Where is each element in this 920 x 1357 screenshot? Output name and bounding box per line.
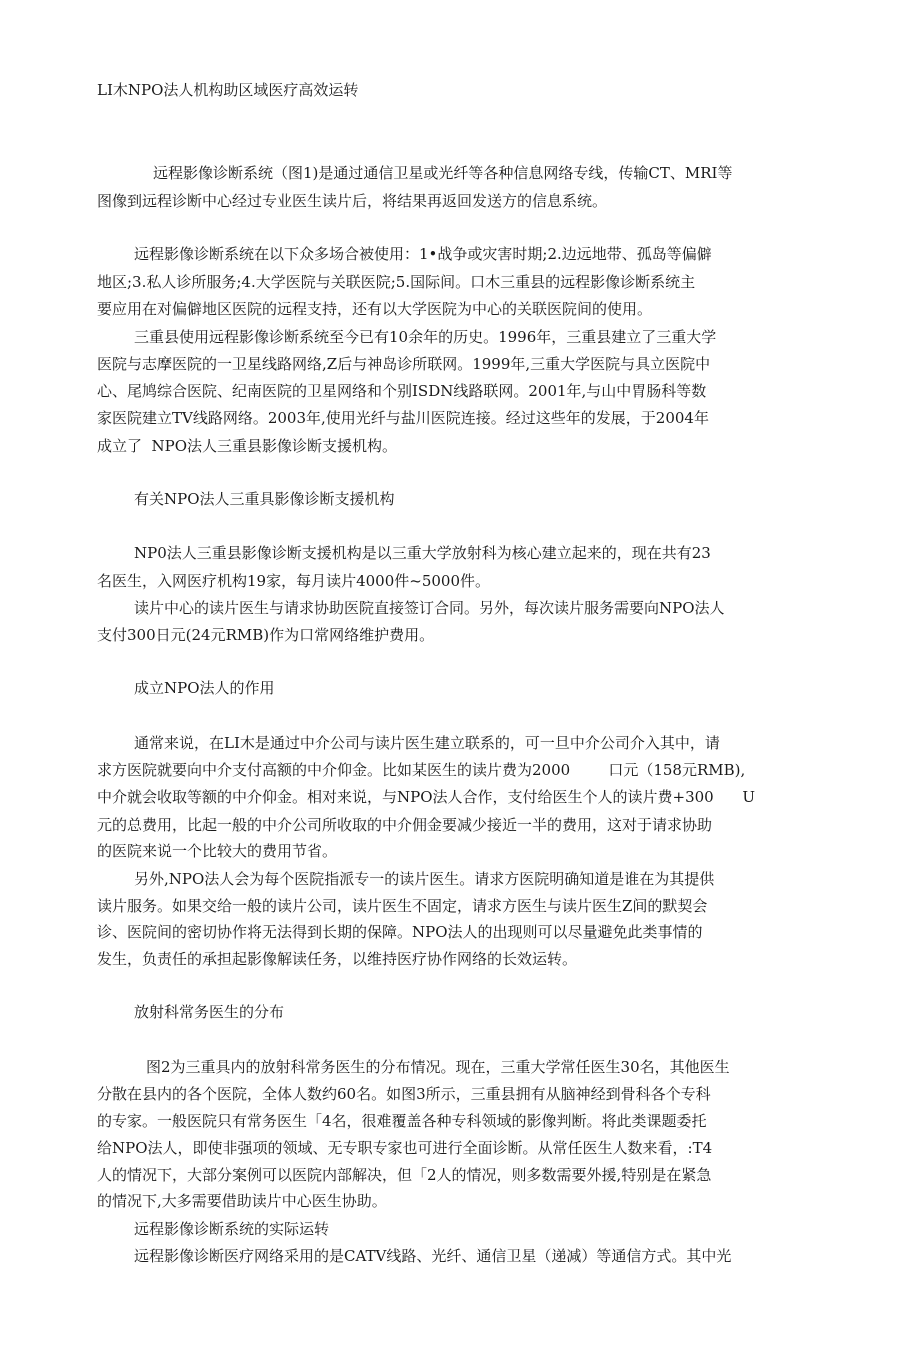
paragraph-line: 远程影像诊断系统在以下众多场合被使用：1•战争或灾害时期;2.边远地带、孤岛等偏僻 — [134, 245, 712, 263]
paragraph-line: 另外,NPO法人会为每个医院指派专一的读片医生。请求方医院明确知道是谁在为其提供 — [134, 870, 715, 888]
paragraph-line: 读片中心的读片医生与请求协助医院直接签订合同。另外，每次读片服务需要向NPO法人 — [134, 599, 725, 617]
paragraph-line: 三重县使用远程影像诊断系统至今已有10余年的历史。1996年，三重县建立了三重大学 — [134, 328, 717, 346]
section-heading: 远程影像诊断系统的实际运转 — [134, 1220, 330, 1238]
paragraph-line: 的医院来说一个比较大的费用节省。 — [97, 842, 338, 860]
paragraph-line: 名医生，入网医疗机构19家，每月读片4000件~5000件。 — [97, 572, 491, 590]
paragraph-line: 成立了 NPO法人三重县影像诊断支援机构。 — [97, 437, 398, 455]
paragraph-line: 读片服务。如果交给一般的读片公司，读片医生不固定，请求方医生与读片医生Z间的默契会 — [97, 897, 708, 915]
paragraph-line: 远程影像诊断系统（图1)是通过通信卫星或光纤等各种信息网络专线，传输CT、MRI等 — [153, 164, 733, 182]
paragraph-line: 支付300日元(24元RMB)作为口常网络维护费用。 — [97, 626, 435, 644]
paragraph-line: 远程影像诊断医疗网络采用的是CATV线路、光纤、通信卫星（递减）等通信方式。其中光 — [134, 1247, 732, 1265]
paragraph-line: 发生，负责任的承担起影像解读任务，以维持医疗协作网络的长效运转。 — [97, 950, 578, 968]
paragraph-line: 要应用在对偏僻地区医院的远程支持，还有以大学医院为中心的关联医院间的使用。 — [97, 300, 653, 318]
paragraph-line: 给NPO法人，即使非强项的领域、无专职专家也可进行全面诊断。从常任医生人数来看，:T4 — [97, 1139, 713, 1157]
paragraph-line: 中介就会收取等额的中介仰金。相对来说，与NPO法人合作，支付给医生个人的读片费+300 U — [97, 788, 755, 806]
paragraph-line: 分散在县内的各个医院，全体人数约60名。如图3所示，三重县拥有从脑神经到骨科各个专科 — [97, 1085, 711, 1103]
paragraph-line: 的专家。一般医院只有常务医生「4名，很难覆盖各种专科领域的影像判断。将此类课题委托 — [97, 1112, 707, 1130]
paragraph-line: 人的情况下，大部分案例可以医院内部解决，但「2人的情况，则多数需要外援,特别是在紧急 — [97, 1166, 712, 1184]
section-heading: 有关NPO法人三重具影像诊断支援机构 — [134, 490, 395, 508]
paragraph-line: 的情况下,大多需要借助读片中心医生协助。 — [97, 1192, 387, 1210]
paragraph-line: 医院与志摩医院的一卫星线路网络,Z后与神岛诊所联网。1999年,三重大学医院与具立医院中 — [97, 355, 711, 373]
paragraph-line: 求方医院就要向中介支付高额的中介仰金。比如某医生的读片费为2000 口元（158元RMB), — [97, 761, 746, 779]
section-heading: 放射科常务医生的分布 — [134, 1003, 285, 1021]
paragraph-line: 通常来说，在LI木是通过中介公司与读片医生建立联系的，可一旦中介公司介入其中，请 — [134, 734, 720, 752]
paragraph-line: 地区;3.私人诊所服务;4.大学医院与关联医院;5.国际间。口木三重县的远程影像诊断系统主 — [97, 273, 696, 291]
paragraph-line: NP0法人三重县影像诊断支援机构是以三重大学放射科为核心建立起来的，现在共有23 — [134, 544, 711, 562]
paragraph-line: 元的总费用，比起一般的中介公司所收取的中介佣金要减少接近一半的费用，这对于请求协助 — [97, 816, 713, 834]
paragraph-line: 心、尾鸠综合医院、纪南医院的卫星网络和个别ISDN线路联网。2001年,与山中胃肠科等数 — [97, 382, 707, 400]
section-heading: 成立NPO法人的作用 — [134, 679, 275, 697]
paragraph-line: 图2为三重具内的放射科常务医生的分布情况。现在，三重大学常任医生30名，其他医生 — [146, 1058, 730, 1076]
page-title: LI木NPO法人机构助区域医疗高效运转 — [97, 81, 359, 99]
paragraph-line: 家医院建立TV线路网络。2003年,使用光纤与盐川医院连接。经过这些年的发展，于2004年 — [97, 409, 709, 427]
paragraph-line: 诊、医院间的密切协作将无法得到长期的保障。NPO法人的出现则可以尽量避免此类事情的 — [97, 923, 703, 941]
paragraph-line: 图像到远程诊断中心经过专业医生读片后，将结果再返回发送方的信息系统。 — [97, 192, 608, 210]
